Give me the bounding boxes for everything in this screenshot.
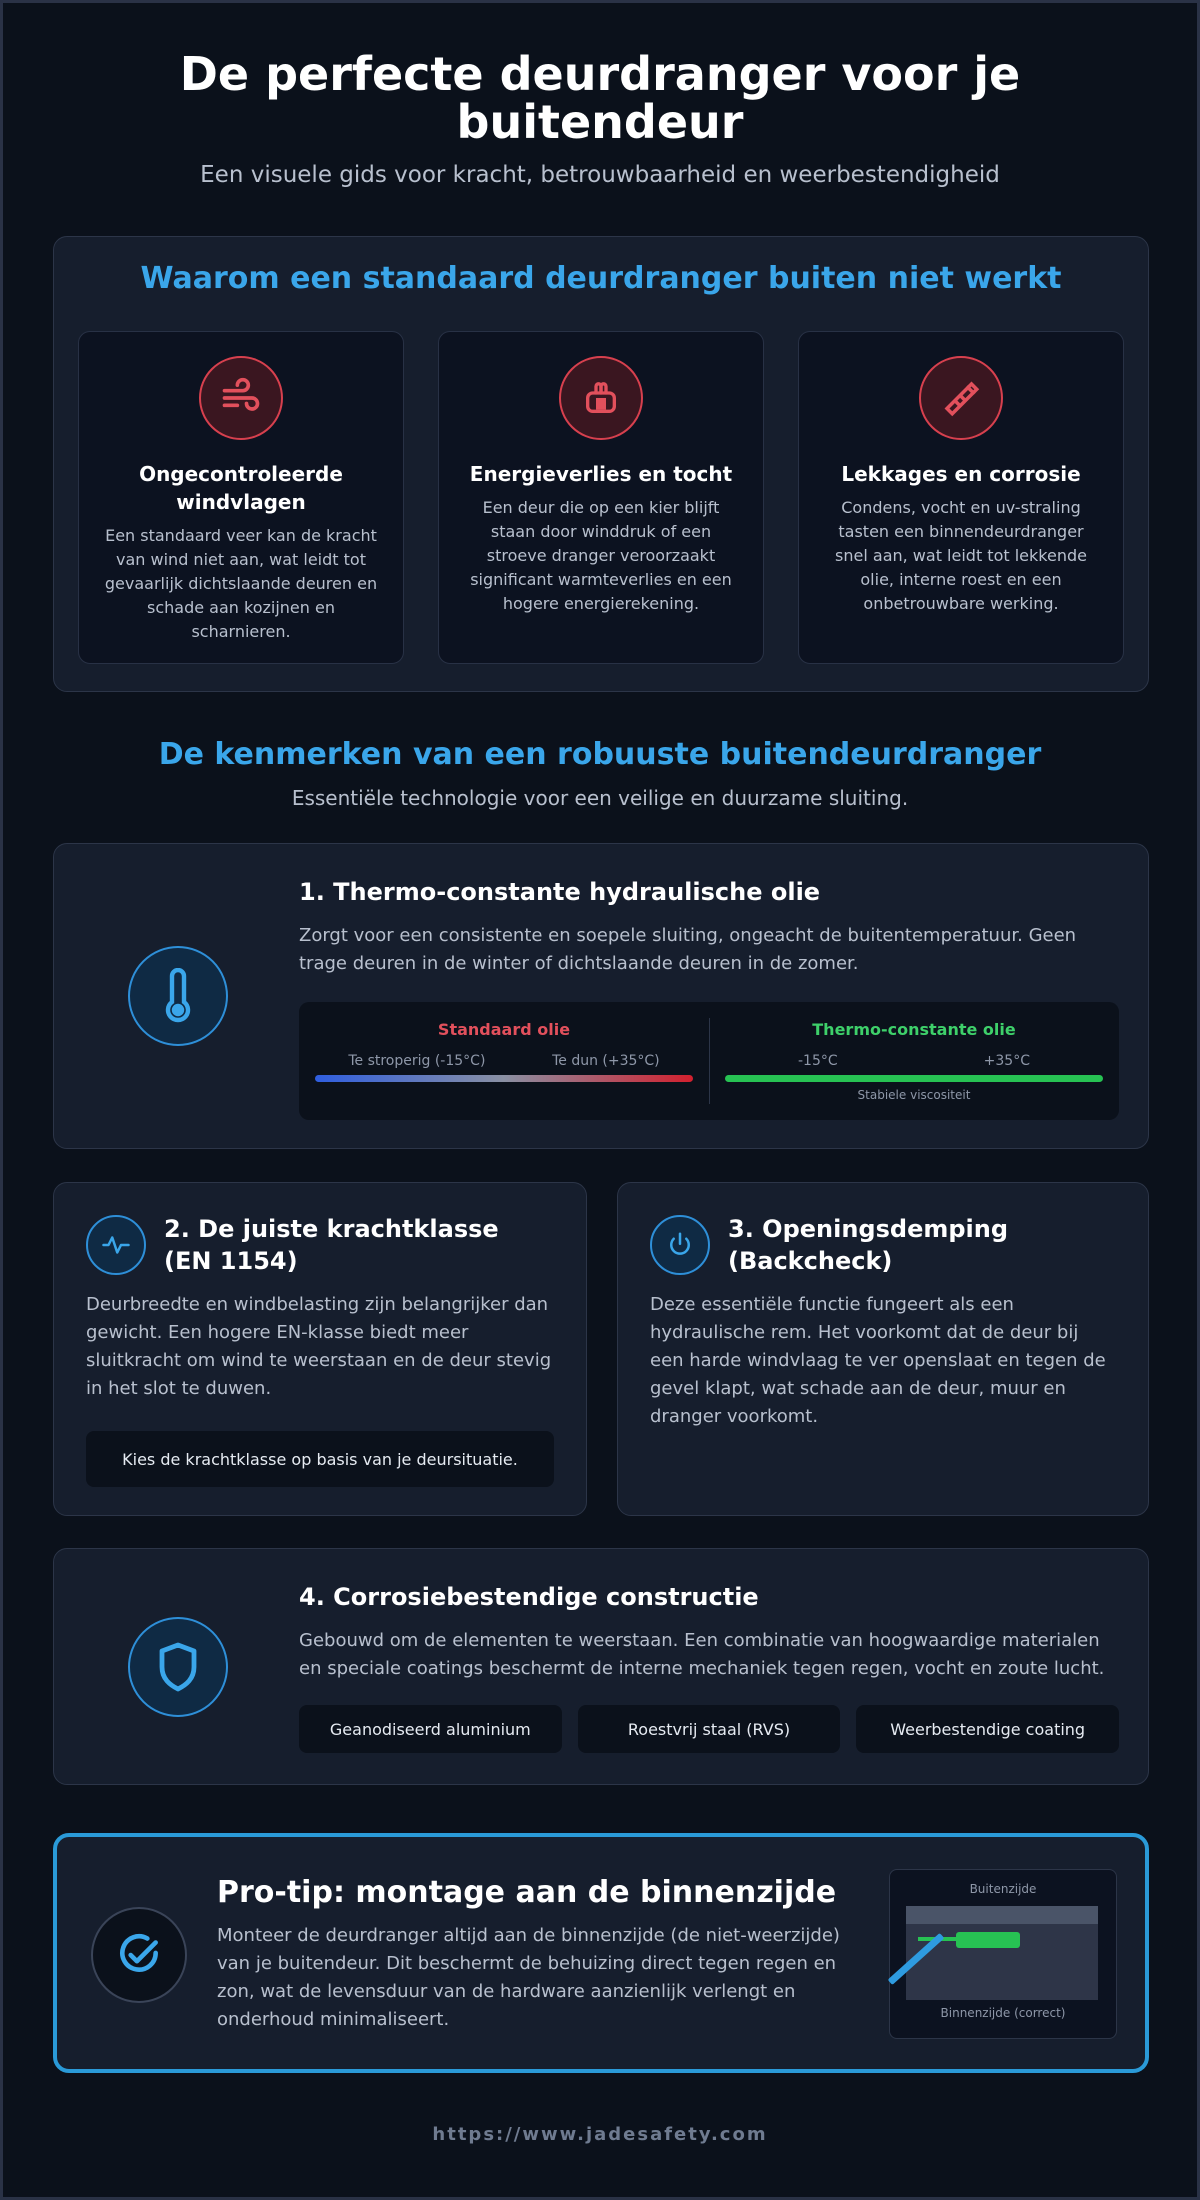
tip-title: Pro-tip: montage aan de binnenzijde bbox=[217, 1875, 837, 1910]
problems-title: Waarom een standaard deurdranger buiten niet werkt bbox=[140, 261, 1062, 296]
tag-aluminium: Geanodiseerd aluminium bbox=[299, 1705, 562, 1753]
feature-title: 4. Corrosiebestendige constructie bbox=[299, 1583, 759, 1611]
features-title: De kenmerken van een robuuste buitendeurdranger bbox=[158, 737, 1042, 772]
page-subtitle: Een visuele gids voor kracht, betrouwbaarheid en weerbestendigheid bbox=[200, 162, 1000, 188]
tag-stainless-steel: Roestvrij staal (RVS) bbox=[578, 1705, 841, 1753]
card-title: Energieverlies en tocht bbox=[469, 462, 733, 486]
feature-content bbox=[299, 1581, 1119, 1753]
thermo-oil-low: -15°C bbox=[798, 1053, 838, 1069]
material-tags bbox=[299, 1705, 1119, 1753]
card-text: Een deur die op een kier blijft staan door winddruk of een stroeve dranger veroorzaakt significant warmteverlies en een hogere energierekening. bbox=[470, 498, 732, 613]
pulse-icon bbox=[86, 1215, 146, 1275]
power-icon bbox=[650, 1215, 710, 1275]
feature-title: 3. Openingsdemping (Backcheck) bbox=[728, 1215, 1009, 1275]
tag-coating: Weerbestendige coating bbox=[856, 1705, 1119, 1753]
door-frame bbox=[906, 1906, 1098, 1924]
page-title: De perfecte deurdranger voor je buitendeur bbox=[179, 47, 1021, 149]
comparison-divider bbox=[709, 1018, 710, 1104]
tip-content bbox=[217, 1875, 857, 2034]
door-closer bbox=[956, 1932, 1020, 1948]
standard-oil-bar bbox=[315, 1075, 693, 1082]
thermo-oil-high: +35°C bbox=[983, 1053, 1030, 1069]
standard-oil-column bbox=[299, 1002, 709, 1120]
feature-force-class bbox=[53, 1182, 587, 1516]
feature-corrosion bbox=[53, 1548, 1149, 1785]
thermo-oil-column bbox=[709, 1002, 1119, 1120]
thermo-oil-note: Stabiele viscositeit bbox=[857, 1088, 971, 1102]
problem-cards bbox=[78, 331, 1124, 664]
features-subtitle: Essentiële technologie voor een veilige en duurzame sluiting. bbox=[291, 786, 909, 810]
problem-card-leak bbox=[798, 331, 1124, 664]
oil-comparison bbox=[299, 1002, 1119, 1120]
feature-title: 1. Thermo-constante hydraulische olie bbox=[299, 878, 821, 906]
standard-oil-high: Te dun (+35°C) bbox=[552, 1053, 660, 1069]
standard-oil-title: Standaard olie bbox=[437, 1020, 571, 1039]
feature-text: Deze essentiële functie fungeert als een hydraulische rem. Het voorkomt dat de deur bij een harde windvlaag te ver openslaat en tegen de gevel klapt, wat schade aan de deur, muur en dranger voorkomt. bbox=[650, 1294, 1106, 1427]
check-circle-icon bbox=[91, 1907, 187, 2003]
diagram-outside-label: Buitenzijde bbox=[969, 1882, 1037, 1896]
feature-content bbox=[299, 876, 1119, 1120]
diagram-inside-label: Binnenzijde (correct) bbox=[940, 2006, 1066, 2020]
feature-title: 2. De juiste krachtklasse (EN 1154) bbox=[164, 1215, 499, 1275]
thermo-oil-bar bbox=[725, 1075, 1103, 1082]
leaking-tool-icon bbox=[919, 356, 1003, 440]
standard-oil-low: Te stroperig (-15°C) bbox=[348, 1053, 486, 1069]
feature-backcheck bbox=[617, 1182, 1149, 1516]
footer-url[interactable]: https://www.jadesafety.com bbox=[432, 2124, 768, 2145]
card-title: Ongecontroleerde windvlagen bbox=[139, 462, 343, 514]
feature-text: Gebouwd om de elementen te weerstaan. Een combinatie van hoogwaardige materialen en speciale coatings beschermt de interne mechaniek tegen regen, vocht en zoute lucht. bbox=[299, 1630, 1105, 1679]
wind-icon bbox=[199, 356, 283, 440]
tip-text: Monteer de deurdranger altijd aan de binnenzijde (de niet-weerzijde) van je buitendeur. Dit beschermt de behuizing direct tegen regen en zon, wat de levensduur van de hardware aanzienlijk verlengt en onderhoud minimaliseert. bbox=[217, 1925, 840, 2030]
feature-text: Deurbreedte en windbelasting zijn belangrijker dan gewicht. Een hogere EN-klasse biedt meer sluitkracht om wind te weerstaan en de deur stevig in het slot te duwen. bbox=[86, 1294, 552, 1399]
thermo-oil-title: Thermo-constante olie bbox=[812, 1020, 1016, 1039]
radiator-icon bbox=[559, 356, 643, 440]
mounting-diagram bbox=[889, 1869, 1117, 2039]
problems-panel bbox=[53, 236, 1149, 692]
problem-card-wind bbox=[78, 331, 404, 664]
pro-tip-panel bbox=[53, 1833, 1149, 2073]
feature-text: Zorgt voor een consistente en soepele sluiting, ongeacht de buitentemperatuur. Geen trage deuren in de winter of dichtslaande deuren in de zomer. bbox=[299, 925, 1077, 974]
card-text: Een standaard veer kan de kracht van wind niet aan, wat leidt tot gevaarlijk dichtslaande deuren en schade aan kozijnen en scharnieren. bbox=[104, 526, 378, 641]
shield-icon bbox=[128, 1617, 228, 1717]
feature-thermo-oil bbox=[53, 843, 1149, 1149]
problem-card-energy bbox=[438, 331, 764, 664]
card-text: Condens, vocht en uv-straling tasten een binnendeurdranger snel aan, wat leidt tot lekkende olie, interne roest en een onbetrouwbare werking. bbox=[835, 498, 1087, 613]
header bbox=[3, 3, 1197, 188]
features-header bbox=[3, 737, 1197, 810]
thermometer-icon bbox=[128, 946, 228, 1046]
card-title: Lekkages en corrosie bbox=[841, 462, 1081, 486]
force-class-button[interactable]: Kies de krachtklasse op basis van je deursituatie. bbox=[86, 1431, 554, 1487]
